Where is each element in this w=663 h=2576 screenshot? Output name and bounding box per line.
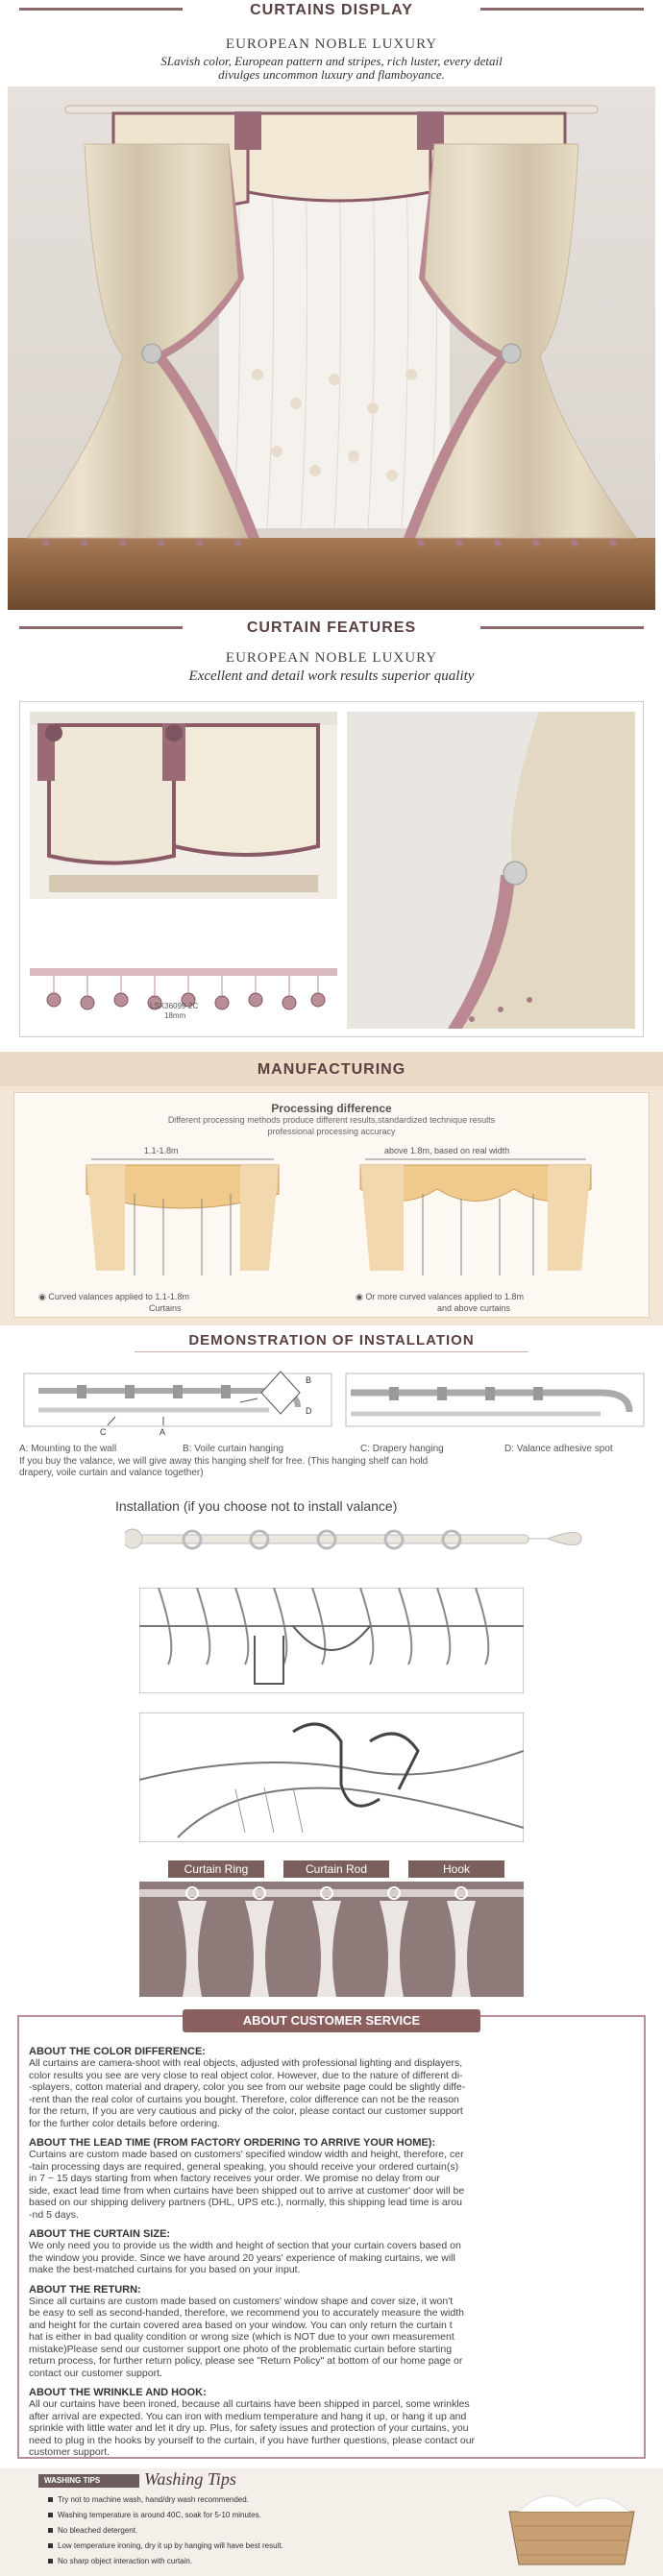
laundry-basket-illustration xyxy=(490,2478,653,2569)
curved-valance-large-illustration xyxy=(356,1155,596,1280)
label-voile: B: Voile curtain hanging xyxy=(183,1444,284,1454)
sku-size: 18mm xyxy=(164,1011,186,1020)
service-text-line: -nd 5 days. xyxy=(29,2208,79,2221)
service-text-line: need to plug in the hooks by yourself to the curtain, if you have further questions, please contact our xyxy=(29,2434,476,2446)
curtain-rod-illustration xyxy=(125,1520,586,1568)
service-text-line: based on our shipping delivery partners (DHL, UPS etc.), normally, this shipping lead time is arou xyxy=(29,2197,462,2208)
left-caption-bullet: ◉ xyxy=(38,1292,49,1301)
install-heading: Installation (if you choose not to install valance) xyxy=(115,1498,398,1514)
service-text-line: color results you see are very close to real object color. However, due to the nature of different di- xyxy=(29,2069,463,2081)
section-title: CURTAIN FEATURES xyxy=(246,620,417,636)
label-valance: D: Valance adhesive spot xyxy=(504,1444,613,1454)
service-title-label: ABOUT CUSTOMER SERVICE xyxy=(183,2009,480,2032)
service-heading: ABOUT THE COLOR DIFFERENCE: xyxy=(29,2046,206,2057)
sku-label: LSX36099-2C xyxy=(150,1002,199,1010)
service-text-line: return process, for further return policy, please see "Return Policy" at bottom of our home page or xyxy=(29,2355,463,2367)
right-caption-bullet: ◉ xyxy=(356,1292,366,1301)
tagline: Excellent and detail work results superior quality xyxy=(188,668,475,684)
curtain-rod-label: Curtain Rod xyxy=(283,1860,389,1878)
curtains-display-section xyxy=(0,0,663,615)
letter-d: D xyxy=(306,1406,312,1416)
letter-a: A xyxy=(160,1427,166,1437)
tieback-photo xyxy=(347,712,635,1029)
service-text-line: contact our customer support. xyxy=(29,2367,162,2379)
service-text-line: Since all curtains are custom made based on customers' window shape and cover size, it won't xyxy=(29,2295,454,2307)
service-text-line: after arrival are expected. You can iron with medium temperature and hang it up, or hang it up and xyxy=(29,2410,467,2422)
label-mounting: A: Mounting to the wall xyxy=(19,1444,117,1454)
curtain-ring-label: Curtain Ring xyxy=(168,1860,264,1878)
processing-heading: Processing difference xyxy=(271,1102,392,1115)
processing-sub-1: Different processing methods produce different results,standardized technique results xyxy=(167,1115,496,1125)
curtain-features-section xyxy=(0,615,663,1047)
tip-4: Low temperature ironing, dry it up by hanging will have best result. xyxy=(58,2541,283,2550)
section-title: DEMONSTRATION OF INSTALLATION xyxy=(188,1332,475,1349)
washing-label: WASHING TIPS xyxy=(38,2474,139,2488)
shelf-side-view-diagram xyxy=(341,1364,649,1441)
service-text-line: for the return, If you are very cautious and picky of the color, please contact our customer support xyxy=(29,2105,463,2117)
service-heading: ABOUT THE RETURN: xyxy=(29,2283,141,2296)
left-caption-line-2: Curtains xyxy=(149,1303,182,1313)
curtain-pleats-illustration xyxy=(139,1882,524,1997)
service-text-line: Curtains are custom made based on customers' specified window width and height, therefore, cer xyxy=(29,2149,464,2160)
processing-sub-2: professional processing accuracy xyxy=(267,1127,396,1136)
service-text-line: All curtains are camera-shoot with real objects, adjusted with professional lighting and displayers, xyxy=(29,2057,463,2069)
tip-3: No bleached detergent. xyxy=(58,2526,138,2535)
right-measure: above 1.8m, based on real width xyxy=(384,1146,510,1155)
service-heading: ABOUT THE CURTAIN SIZE: xyxy=(29,2228,171,2240)
service-text-line: mistake)Please send our customer support one photo of the problematic curtain before starting xyxy=(29,2343,453,2355)
customer-service-section xyxy=(0,2009,663,2466)
curved-valance-small-illustration xyxy=(67,1155,298,1280)
service-text-line: for the further color details before ordering. xyxy=(29,2117,221,2129)
hanging-shelf-diagram xyxy=(19,1364,336,1441)
installation-section xyxy=(0,1330,663,2003)
label-drapery: C: Drapery hanging xyxy=(360,1444,444,1454)
section-title: CURTAINS DISPLAY xyxy=(250,2,413,18)
curtain-room-illustration xyxy=(8,86,655,610)
left-caption-text: Curved valances applied to 1.1-1.8m xyxy=(48,1292,189,1301)
left-measure: 1.1-1.8m xyxy=(144,1146,179,1155)
service-text-line: side, exact lead time from when curtains have been shipped out to arrive at customer' door will be xyxy=(29,2184,465,2197)
service-text-line: -tain processing days are required, general speaking, you should receive your ordered curtain(s) xyxy=(29,2160,459,2173)
description-line-1: SLavish color, European pattern and stripes, rich luster, every detail xyxy=(160,54,503,68)
title-underline xyxy=(135,1351,528,1352)
service-text-line: We only need you to provide us the width and height of section that your curtain covers based on xyxy=(29,2240,461,2251)
service-text-line: in 7 ~ 15 days starting from when factory receives your order. We promise no delay from our xyxy=(29,2173,440,2184)
service-text-line: customer support. xyxy=(29,2446,110,2458)
service-text-line: sprinkle with little water and let it dry up. Plus, for safety issues and protection of your curtains, you xyxy=(29,2422,469,2434)
right-caption-text: Or more curved valances applied to 1.8m xyxy=(365,1292,524,1301)
shelf-note-line-1: If you buy the valance, we will give away this hanging shelf for free. (This hanging shelf can hold xyxy=(19,1456,429,1467)
tieback-illustration xyxy=(347,712,635,1029)
left-caption-line-1 xyxy=(38,1292,189,1302)
section-title: MANUFACTURING xyxy=(257,1061,406,1078)
features-frame xyxy=(19,701,644,1037)
service-text-line: make the best-matched curtains for you based on your input. xyxy=(29,2264,301,2275)
service-text-line: hat is either in bad quality condition or wrong size (which is NOT due to your own measurement xyxy=(29,2331,454,2343)
hook-step-2-illustration xyxy=(139,1713,524,1842)
service-text-line: and height for the curtain covered area based on your window. You can only return the curtain t xyxy=(29,2319,453,2331)
section-subtitle: EUROPEAN NOBLE LUXURY xyxy=(225,36,438,52)
washing-script-title: Washing Tips xyxy=(144,2469,236,2489)
section-subtitle: EUROPEAN NOBLE LUXURY xyxy=(225,650,438,666)
valance-detail-photo xyxy=(30,712,337,899)
description-line-2: divulges uncommon luxury and flamboyance. xyxy=(218,67,445,82)
tip-5: No sharp object interaction with curtain. xyxy=(58,2557,193,2565)
service-heading: ABOUT THE LEAD TIME (FROM FACTORY ORDERING TO ARRIVE YOUR HOME): xyxy=(29,2137,436,2149)
right-caption-line-2: and above curtains xyxy=(437,1303,511,1313)
manufacturing-section xyxy=(0,1052,663,1325)
service-heading: ABOUT THE WRINKLE AND HOOK: xyxy=(29,2387,207,2398)
service-text-line: -rent than the real color of curtains you bought. Therefore, color difference can not be the reason xyxy=(29,2093,459,2105)
valance-illustration xyxy=(30,712,337,899)
tip-2: Washing temperature is around 40C, soak for 5-10 minutes. xyxy=(58,2511,261,2519)
service-text-line: -splayers, cotton material and drapery, color you see from our website page could be slightly diffe- xyxy=(29,2081,466,2093)
letter-b: B xyxy=(306,1375,312,1385)
right-caption-line-1 xyxy=(356,1292,524,1302)
hook-step-1-illustration xyxy=(139,1588,524,1693)
washing-tips-section xyxy=(0,2468,663,2576)
display-photo xyxy=(8,86,655,610)
tip-1: Try not to machine wash, hand/dry wash recommended. xyxy=(58,2495,249,2504)
shelf-note-line-2: drapery, voile curtain and valance together) xyxy=(19,1468,204,1478)
parts-band xyxy=(139,1860,524,2000)
service-text-line: All our curtains have been ironed, because all curtains have been shipped in parcel, some wrinkles xyxy=(29,2398,470,2410)
letter-c: C xyxy=(100,1427,107,1437)
hook-label: Hook xyxy=(408,1860,504,1878)
service-body xyxy=(29,2038,634,2459)
service-text-line: be easy to sell as second-handed, therefore, we recommend you to accurately measure the width xyxy=(29,2307,464,2319)
service-text-line: the window you provide. Since we have around 20 years' experience of making curtains, we will xyxy=(29,2251,455,2264)
